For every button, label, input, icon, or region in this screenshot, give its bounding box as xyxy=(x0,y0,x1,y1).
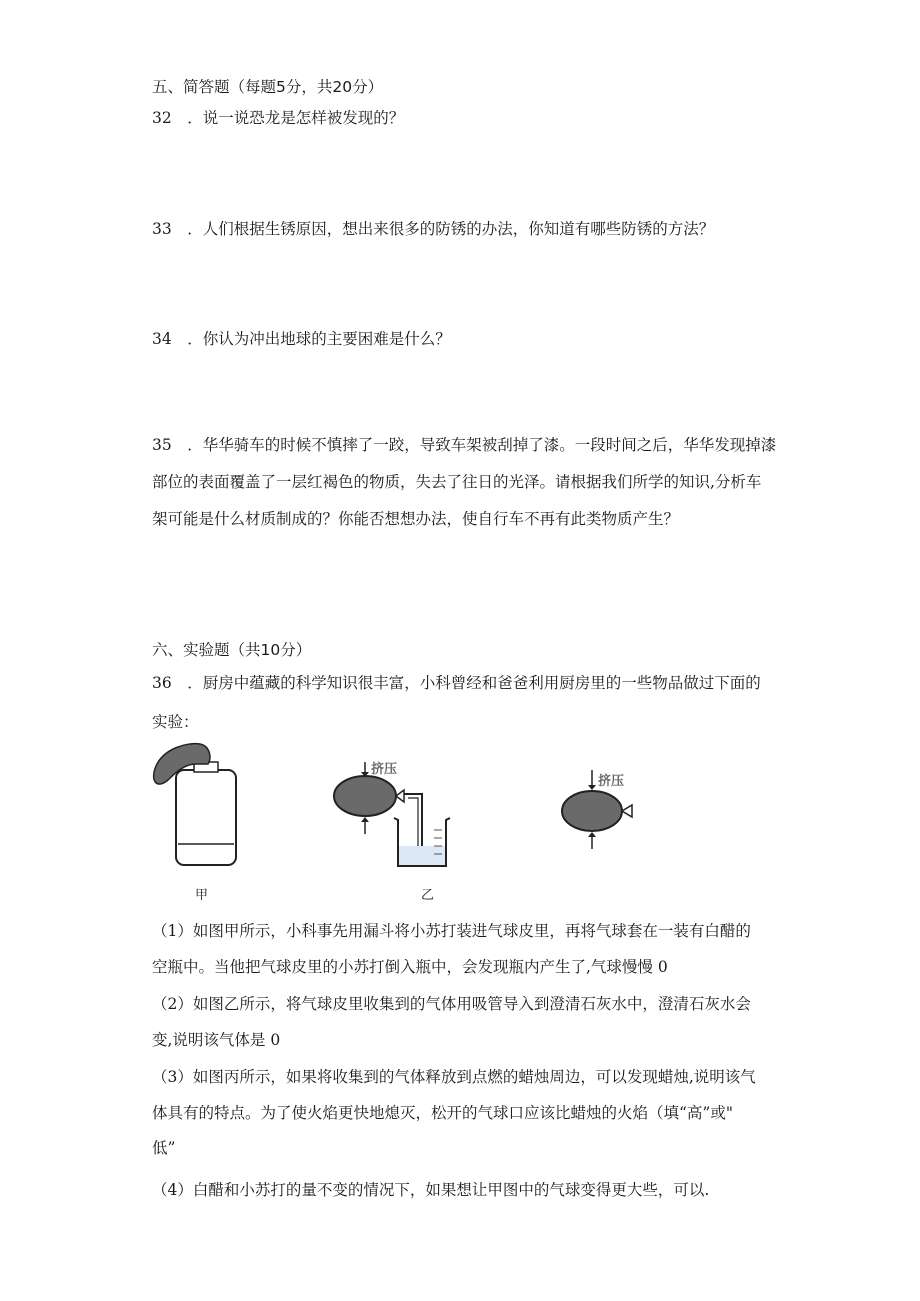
question-32: 32 ．说一说恐龙是怎样被发现的？ xyxy=(152,109,405,127)
caption-jia: 甲 xyxy=(195,888,209,903)
part-2-line2: 变,说明该气体是 0 xyxy=(152,1031,281,1049)
question-34: 34 ．你认为冲出地球的主要困难是什么？ xyxy=(152,330,451,348)
question-33: 33 ．人们根据生锈原因，想出来很多的防锈的办法，你知道有哪些防锈的方法？ xyxy=(152,220,715,238)
section5-heading: 五、简答题（每题5分，共20分） xyxy=(152,78,384,96)
question-36-line1: 36 ．厨房中蕴藏的科学知识很丰富，小科曾经和爸爸利用厨房里的一些物品做过下面的 xyxy=(152,674,761,692)
part-4-line1: （4）白醋和小苏打的量不变的情况下，如果想让甲图中的气球变得更大些，可以. xyxy=(152,1181,710,1199)
section6-heading: 六、实验题（共10分） xyxy=(152,641,312,659)
part-3-line1: （3）如图丙所示，如果将收集到的气体释放到点燃的蜡烛周边，可以发现蜡烛,说明该气 xyxy=(152,1068,756,1086)
part-3-line2: 体具有的特点。为了使火焰更快地熄灭，松开的气球口应该比蜡烛的火焰（填“高”或" xyxy=(152,1104,733,1122)
part-1-line2: 空瓶中。当他把气球皮里的小苏打倒入瓶中，会发现瓶内产生了,气球慢慢 0 xyxy=(152,958,668,976)
part-2-line1: （2）如图乙所示，将气球皮里收集到的气体用吸管导入到澄清石灰水中，澄清石灰水会 xyxy=(152,995,751,1013)
question-36-line2: 实验： xyxy=(152,713,199,731)
part-1-line1: （1）如图甲所示，小科事先用漏斗将小苏打装进气球皮里，再将气球套在一装有白醋的 xyxy=(152,922,751,940)
caption-yi: 乙 xyxy=(421,888,435,903)
question-35-line3: 架可能是什么材质制成的？你能否想想办法，使自行车不再有此类物质产生？ xyxy=(152,510,680,528)
question-35-line1: 35 ．华华骑车的时候不慎摔了一跤，导致车架被刮掉了漆。一段时间之后，华华发现掉漆 xyxy=(152,436,777,454)
figure-yi-balloon-beaker xyxy=(330,750,470,880)
figure-jia-bottle-balloon xyxy=(148,740,248,870)
label-press-yi: 挤压 xyxy=(371,762,398,777)
part-3-line3: 低” xyxy=(152,1139,176,1157)
question-35-line2: 部位的表面覆盖了一层红褐色的物质，失去了往日的光泽。请根据我们所学的知识,分析车 xyxy=(152,473,762,491)
label-press-bing: 挤压 xyxy=(598,774,625,789)
